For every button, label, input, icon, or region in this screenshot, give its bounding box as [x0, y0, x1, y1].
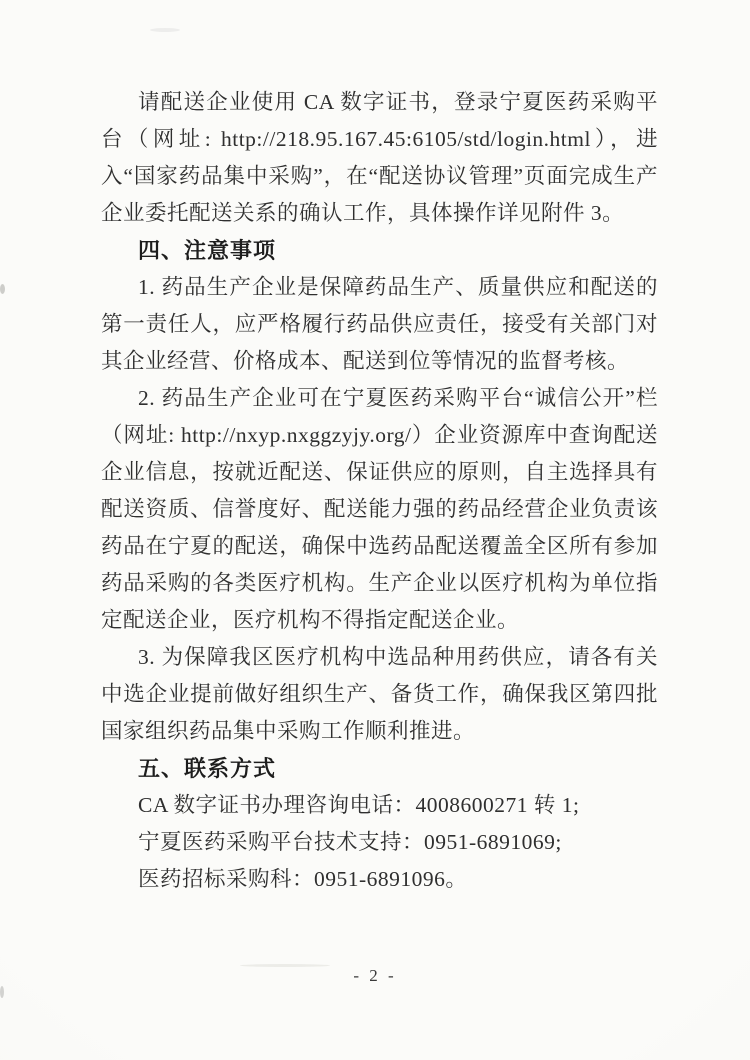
scan-artifact: [0, 986, 4, 998]
contact-line-procurement-office: 医药招标采购科：0951-6891096。: [138, 867, 468, 891]
contact-line-platform-support: 宁夏医药采购平台技术支持：0951-6891069;: [138, 830, 562, 854]
intro-paragraph: 请配送企业使用 CA 数字证书，登录宁夏医药采购平台（网址: http://218.95.167.45:6105/std/login.html），进入“国家药品集中采购”，在“配送协议管理”页面完成生产企业委托配送关系的确认工作，具体操作详见附件 3。: [101, 90, 658, 225]
note-item-1: 1. 药品生产企业是保障药品生产、质量供应和配送的第一责任人，应严格履行药品供应责任，接受有关部门对其企业经营、价格成本、配送到位等情况的监督考核。: [101, 275, 658, 373]
section-heading-notes: 四、注意事项: [138, 238, 277, 263]
document-body: [101, 84, 658, 898]
scan-artifact: [150, 28, 180, 32]
note-item-2: 2. 药品生产企业可在宁夏医药采购平台“诚信公开”栏（网址: http://nxyp.nxggzyjy.org/）企业资源库中查询配送企业信息，按就近配送、保证供应的原则，自主选择具有配送资质、信誉度好、配送能力强的药品经营企业负责该药品在宁夏的配送，确保中选药品配送覆盖全区所有参加药品采购的各类医疗机构。生产企业以医疗机构为单位指定配送企业，医疗机构不得指定配送企业。: [101, 386, 658, 632]
section-heading-contacts: 五、联系方式: [138, 756, 277, 781]
scan-artifact: [0, 284, 5, 294]
page-number: - 2 -: [353, 966, 397, 985]
note-item-3: 3. 为保障我区医疗机构中选品种用药供应，请各有关中选企业提前做好组织生产、备货工作，确保我区第四批国家组织药品集中采购工作顺利推进。: [101, 645, 658, 743]
contact-line-ca-hotline: CA 数字证书办理咨询电话：4008600271 转 1;: [138, 793, 580, 817]
